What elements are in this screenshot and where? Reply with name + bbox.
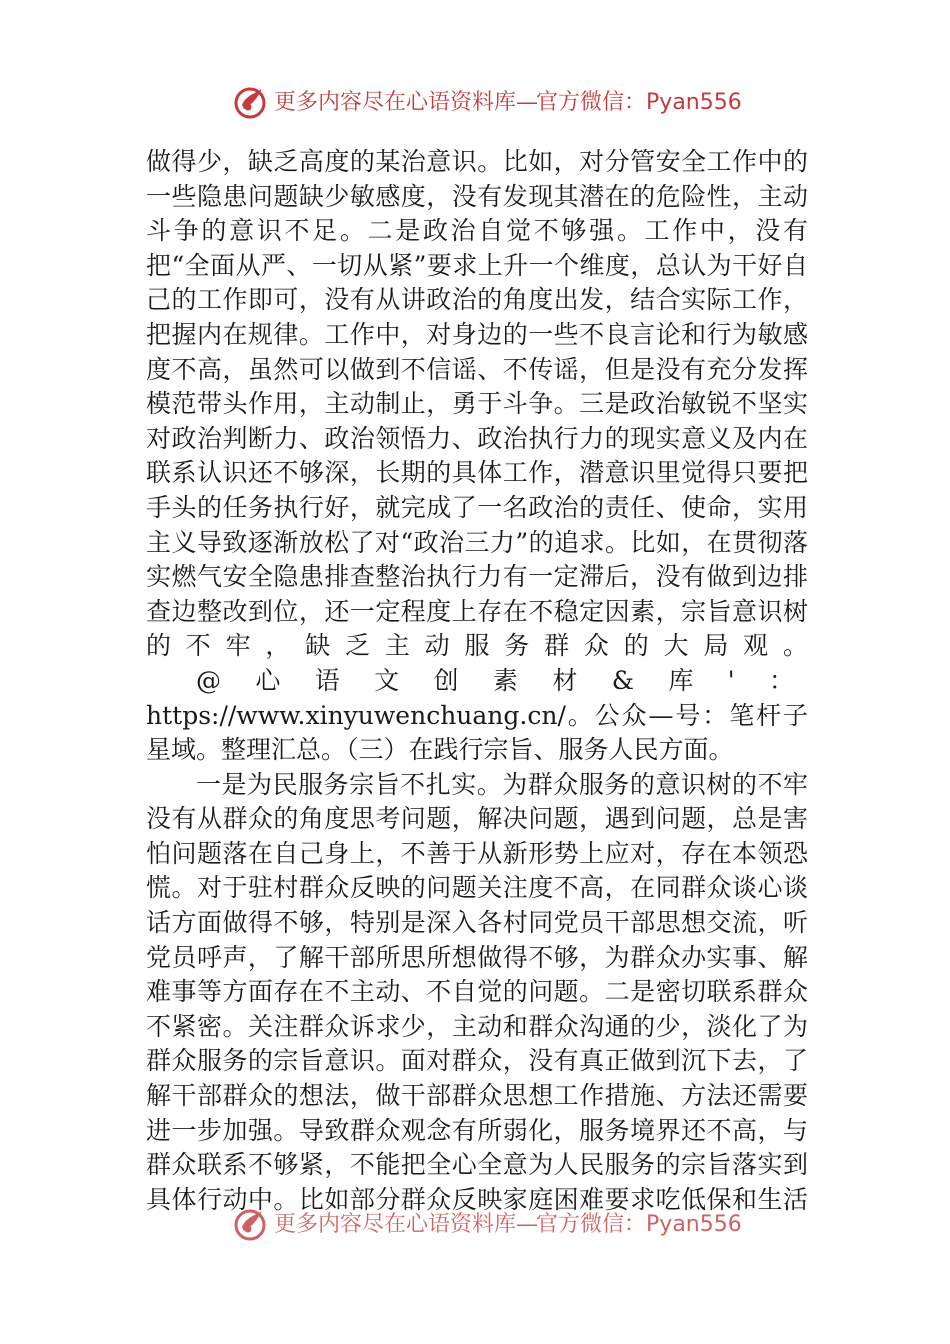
header-watermark: [0, 83, 950, 123]
source-label: @心语文创素材&库'：: [196, 665, 808, 695]
watermark-title: 更多内容尽在心语资料库: [274, 1212, 517, 1237]
footer-watermark: [0, 1205, 950, 1245]
watermark-title: 更多内容尽在心语资料库: [274, 90, 517, 115]
watermark-official: 官方微信：: [536, 90, 647, 115]
logo-icon: [232, 83, 270, 121]
paragraph: 一是为民服务宗旨不扎实。为群众服务的意识树的不牢没有从群众的角度思考问题，解决问题，遇到问题，总是害怕问题落在自己身上，不善于从新形势上应对，存在本领恐慌。对于驻村群众反映的问题关注度不高，在同群众谈心谈话方面做得不够，特别是深入各村同党员干部思想交流，听党员呼声，了解干部所思所想做得不够，为群众办实事、解难事等方面存在不主动、不自觉的问题。二是密切联系群众不紧密。关注群众诉求少，主动和群众沟通的少，淡化了为群众服务的宗旨意识。面对群众，没有真正做到沉下去，了解干部群众的想法，做干部群众思想工作措施、方法还需要进一步加强。导致群众观念有所弱化，服务境界还不高，与群众联系不够紧，不能把全心全意为人民服务的宗旨落实到具体行动中。比如部分群众反映家庭困难要求吃低保和生活: [146, 769, 808, 1214]
source-url-paragraph: https://www.xinyuwenchuang.cn/。公众—号：笔杆子星域。整理汇总。（三）在践行宗旨、服务人民方面。: [146, 700, 808, 765]
watermark-text: [274, 1211, 742, 1239]
watermark-handle: Pyan556: [646, 90, 742, 115]
paragraph: 做得少，缺乏高度的某治意识。比如，对分管安全工作中的一些隐患问题缺少敏感度，没有发现其潜在的危险性，主动斗争的意识不足。二是政治自觉不够强。工作中，没有把“全面从严、一切从紧”要求上升一个维度，总认为干好自己的工作即可，没有从讲政治的角度出发，结合实际工作，把握内在规律。工作中，对身边的一些不良言论和行为敏感度不高，虽然可以做到不信谣、不传谣，但是没有充分发挥模范带头作用，主动制止，勇于斗争。三是政治敏锐不坚实对政治判断力、政治领悟力、政治执行力的现实意义及内在联系认识还不够深，长期的具体工作，潜意识里觉得只要把手头的任务执行好，就完成了一名政治的责任、使命，实用主义导致逐渐放松了对“政治三力”的追求。比如，在贯彻落实燃气安全隐患排查整治执行力有一定滞后，没有做到边排查边整改到位，还一定程度上存在不稳定因素，宗旨意识树的不牢，缺乏主动服务群众的大局观。: [146, 147, 808, 661]
watermark-handle: Pyan556: [646, 1212, 742, 1237]
watermark-separator: —: [516, 90, 537, 115]
body-text: [146, 145, 808, 1217]
logo-icon: [232, 1205, 270, 1243]
watermark-separator: —: [516, 1212, 537, 1237]
watermark-text: [274, 89, 742, 117]
watermark-official: 官方微信：: [536, 1212, 647, 1237]
source-line: [146, 664, 808, 699]
